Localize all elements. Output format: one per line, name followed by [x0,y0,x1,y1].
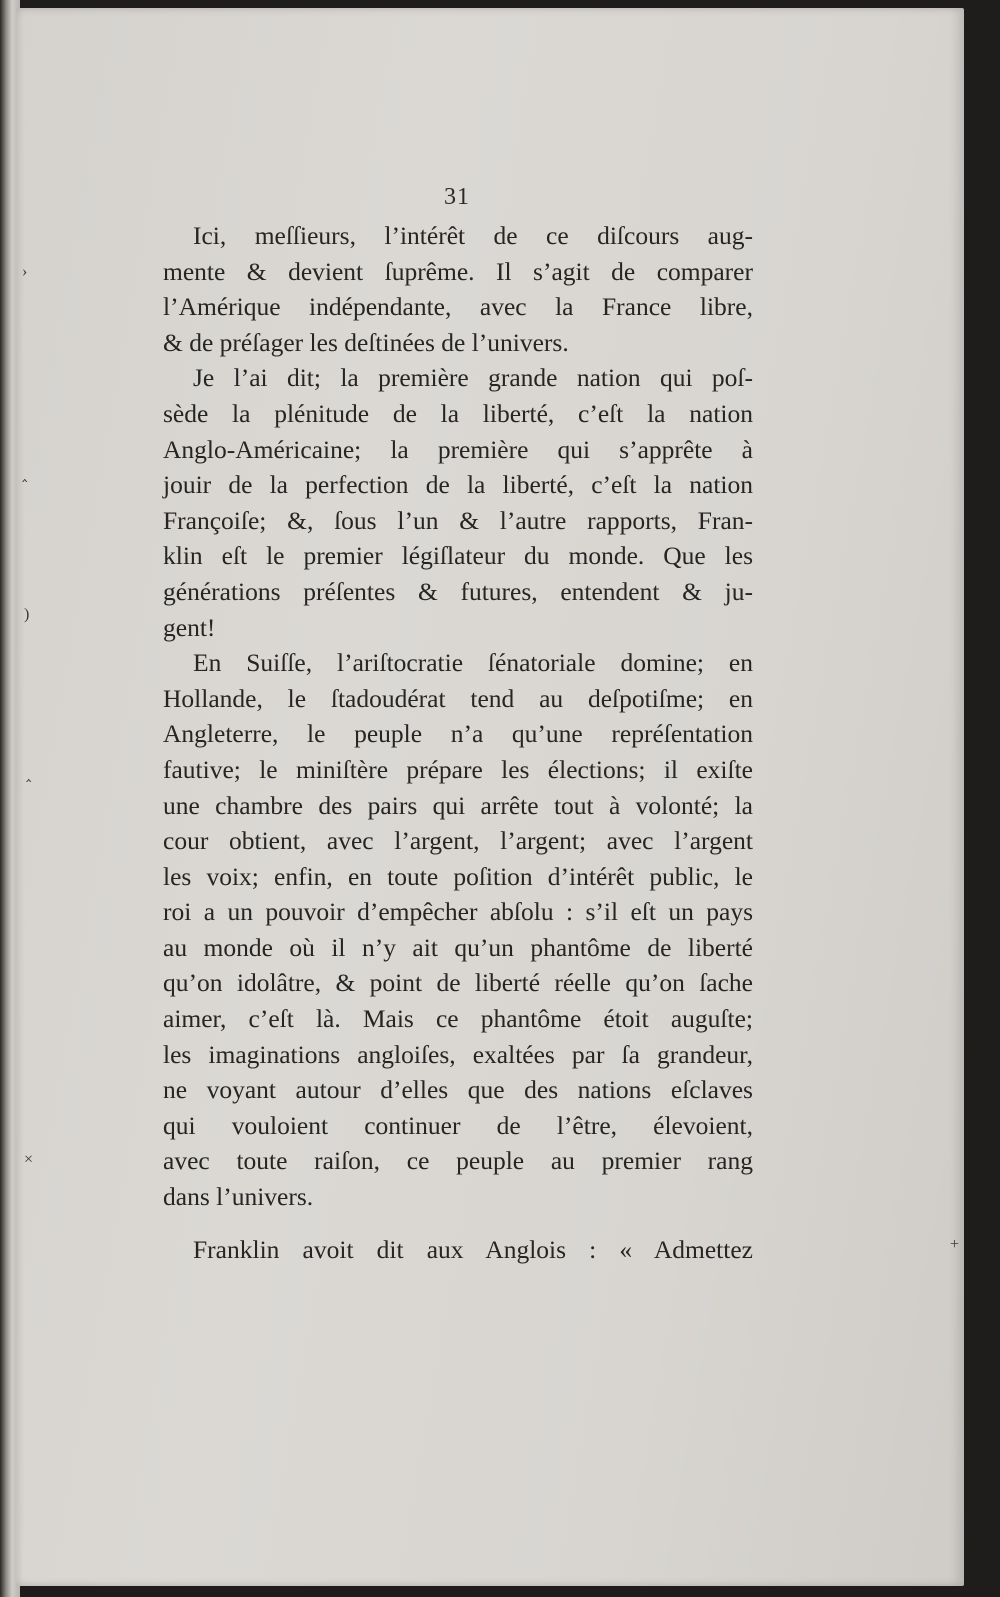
text-line: au monde où il n’y ait qu’un phantôme de liberté [163,932,753,962]
text-line: Angleterre, le peuple n’a qu’une repréſentation [163,719,753,749]
margin-mark: + [950,1236,960,1253]
text-line: les voix; enfin, en toute poſition d’intérêt public, le [163,861,753,891]
text-line: Françoiſe; &, ſous l’un & l’autre rapports, Fran- [163,505,753,535]
text-line: cour obtient, avec l’argent, l’argent; avec l’argent [163,826,753,856]
margin-mark: ) [24,606,30,623]
text-line: qui vouloient continuer de l’être, élevoient, [163,1110,753,1140]
text-line: sède la plénitude de la liberté, c’eſt la nation [163,398,753,428]
text-line: avec toute raiſon, ce peuple au premier rang [163,1146,753,1176]
book-page [16,8,964,1586]
text-line: gent! [163,612,216,642]
text-line: mente & devient ſuprême. Il s’agit de comparer [163,256,753,286]
paragraph-2 [163,360,753,645]
text-line: Franklin avoit dit aux Anglois : « Admettez [193,1234,753,1264]
text-line: klin eſt le premier légiſlateur du monde. Que les [163,541,753,571]
margin-mark: ‸ [22,465,28,482]
text-line: ne voyant autour d’elles que des nations eſclaves [163,1075,753,1105]
text-line: Anglo-Américaine; la première qui s’apprête à [163,434,753,464]
text-line: dans l’univers. [163,1182,314,1212]
text-line: jouir de la perfection de la liberté, c’eſt la nation [163,470,753,500]
margin-mark: › [22,263,28,280]
text-line: fautive; le miniſtère prépare les élections; il exiſte [163,754,753,784]
text-line: aimer, c’eſt là. Mais ce phantôme étoit auguſte; [163,1004,753,1034]
text-line: Je l’ai dit; la première grande nation qui poſ- [193,363,753,393]
text-line: générations préſentes & futures, entendent & ju- [163,576,753,606]
margin-mark: × [24,1151,34,1168]
text-line: roi a un pouvoir d’empêcher abſolu : s’il eſt un pays [163,897,753,927]
text-line: Hollande, le ſtadoudérat tend au deſpotiſme; en [163,683,753,713]
text-line: Ici, meſſieurs, l’intérêt de ce diſcours aug- [193,221,753,250]
text-line: qu’on idolâtre, & point de liberté réelle qu’on ſache [163,968,753,998]
text-line: & de préſager les deſtinées de l’univers. [163,327,569,357]
text-line: l’Amérique indépendante, avec la France libre, [163,292,753,322]
text-line: En Suiſſe, l’ariſtocratie ſénatoriale domine; en [193,648,753,678]
page-body-text [163,218,753,1267]
page-number: 31 [444,184,470,210]
paragraph-4 [163,1232,753,1268]
paragraph-1 [163,218,753,360]
paragraph-3 [163,645,753,1215]
text-line: les imaginations angloiſes, exaltées par ſa grandeur, [163,1039,753,1069]
text-line: une chambre des pairs qui arrête tout à volonté; la [163,790,753,820]
margin-mark: ‸ [26,765,32,782]
